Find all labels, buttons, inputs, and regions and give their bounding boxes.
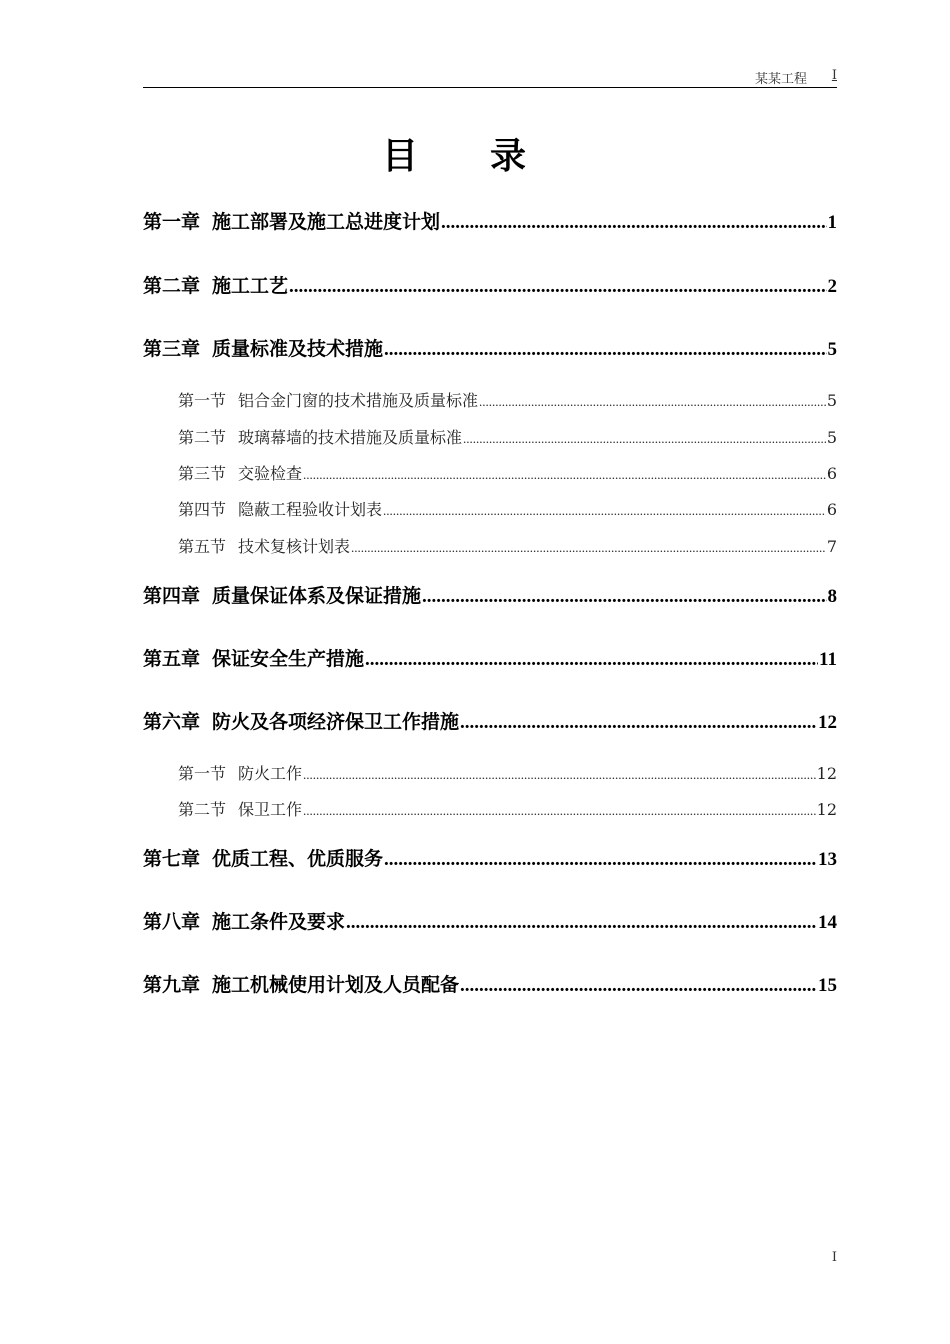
- toc-entry-title: 保证安全生产措施: [212, 648, 365, 670]
- toc-dot-leader: [422, 586, 826, 608]
- toc-section-entry[interactable]: [178, 534, 837, 557]
- toc-entry-title: 保卫工作: [238, 800, 303, 819]
- toc-entry-number: 第三章: [143, 338, 201, 360]
- toc-section-entry[interactable]: [178, 797, 837, 820]
- toc-entry-title: 质量标准及技术措施: [212, 338, 384, 360]
- toc-entry-title: 隐蔽工程验收计划表: [238, 500, 383, 519]
- toc-entry-page: 7: [826, 537, 837, 556]
- toc-entry-page: 11: [819, 649, 837, 670]
- toc-chapter-entry[interactable]: [143, 970, 837, 997]
- header-project-name: 某某工程: [754, 72, 807, 87]
- toc-entry-title: 施工条件及要求: [212, 911, 346, 933]
- toc-entry-number: 第一节: [178, 391, 227, 410]
- toc-entry-title: 优质工程、优质服务: [212, 848, 384, 870]
- page-header: [143, 66, 837, 88]
- toc-entry-title: 铝合金门窗的技术措施及质量标准: [238, 391, 479, 410]
- toc-title: 目录: [381, 136, 598, 177]
- toc-dot-leader: [303, 467, 826, 483]
- toc-chapter-entry[interactable]: [143, 334, 837, 361]
- toc-entry-number: 第一章: [143, 211, 201, 233]
- toc-entry-page: 14: [818, 912, 837, 933]
- toc-entry-title: 施工工艺: [212, 275, 289, 297]
- toc-entry-page: 6: [826, 500, 837, 519]
- toc-entry-title: 玻璃幕墙的技术措施及质量标准: [238, 428, 463, 447]
- toc-chapter-entry[interactable]: [143, 707, 837, 734]
- toc-entry-page: 6: [826, 464, 837, 483]
- toc-entry-title: 质量保证体系及保证措施: [212, 585, 422, 607]
- toc-entry-page: 8: [827, 586, 837, 607]
- toc-dot-leader: [463, 431, 826, 447]
- header-page-number: I: [831, 68, 837, 83]
- toc-entry-page: 2: [827, 276, 837, 297]
- toc-entry-number: 第三节: [178, 464, 227, 483]
- toc-dot-leader: [384, 339, 826, 361]
- toc-dot-leader: [460, 712, 817, 734]
- toc-entry-number: 第八章: [143, 911, 201, 933]
- toc-entry-title: 施工部署及施工总进度计划: [212, 211, 441, 233]
- toc-chapter-entry[interactable]: [143, 644, 837, 671]
- toc-dot-leader: [351, 540, 826, 556]
- toc-entry-page: 5: [826, 391, 837, 410]
- toc-entry-page: 12: [818, 712, 837, 733]
- toc-chapter-entry[interactable]: [143, 581, 837, 608]
- toc-dot-leader: [384, 849, 817, 871]
- toc-entry-number: 第五章: [143, 648, 201, 670]
- toc-dot-leader: [460, 975, 817, 997]
- toc-dot-leader: [346, 912, 817, 934]
- toc-entry-number: 第二节: [178, 428, 227, 447]
- toc-section-entry[interactable]: [178, 497, 837, 520]
- toc-entry-title: 防火及各项经济保卫工作措施: [212, 711, 460, 733]
- toc-chapter-entry[interactable]: [143, 844, 837, 871]
- toc-entry-number: 第二节: [178, 800, 227, 819]
- toc-dot-leader: [479, 394, 826, 410]
- toc-entry-page: 13: [818, 849, 837, 870]
- toc-entry-number: 第四节: [178, 500, 227, 519]
- toc-entry-number: 第六章: [143, 711, 201, 733]
- toc-entry-page: 5: [827, 339, 837, 360]
- toc-entry-title: 交验检查: [238, 464, 303, 483]
- toc-entry-number: 第四章: [143, 585, 201, 607]
- toc-entry-number: 第九章: [143, 974, 201, 996]
- toc-entry-title: 技术复核计划表: [238, 537, 351, 556]
- toc-entry-page: 15: [818, 975, 837, 996]
- toc-entry-page: 12: [816, 764, 837, 783]
- toc-chapter-entry[interactable]: [143, 207, 837, 234]
- toc-entry-number: 第二章: [143, 275, 201, 297]
- toc-section-entry[interactable]: [178, 461, 837, 484]
- toc-entry-page: 12: [816, 800, 837, 819]
- toc-entry-number: 第一节: [178, 764, 227, 783]
- toc-entry-title: 防火工作: [238, 764, 303, 783]
- toc-dot-leader: [289, 276, 826, 298]
- toc-dot-leader: [383, 503, 826, 519]
- toc-entry-title: 施工机械使用计划及人员配备: [212, 974, 460, 996]
- footer-page-number: I: [831, 1250, 837, 1265]
- toc-entry-page: 5: [826, 428, 837, 447]
- toc-dot-leader: [441, 212, 826, 234]
- toc-chapter-entry[interactable]: [143, 907, 837, 934]
- toc-section-entry[interactable]: [178, 425, 837, 448]
- toc-entry-number: 第五节: [178, 537, 227, 556]
- toc-chapter-entry[interactable]: [143, 271, 837, 298]
- toc-dot-leader: [365, 649, 818, 671]
- toc-entry-number: 第七章: [143, 848, 201, 870]
- toc-section-entry[interactable]: [178, 388, 837, 411]
- toc-entry-page: 1: [827, 212, 837, 233]
- toc-dot-leader: [303, 767, 816, 783]
- toc-dot-leader: [303, 803, 816, 819]
- toc-section-entry[interactable]: [178, 761, 837, 784]
